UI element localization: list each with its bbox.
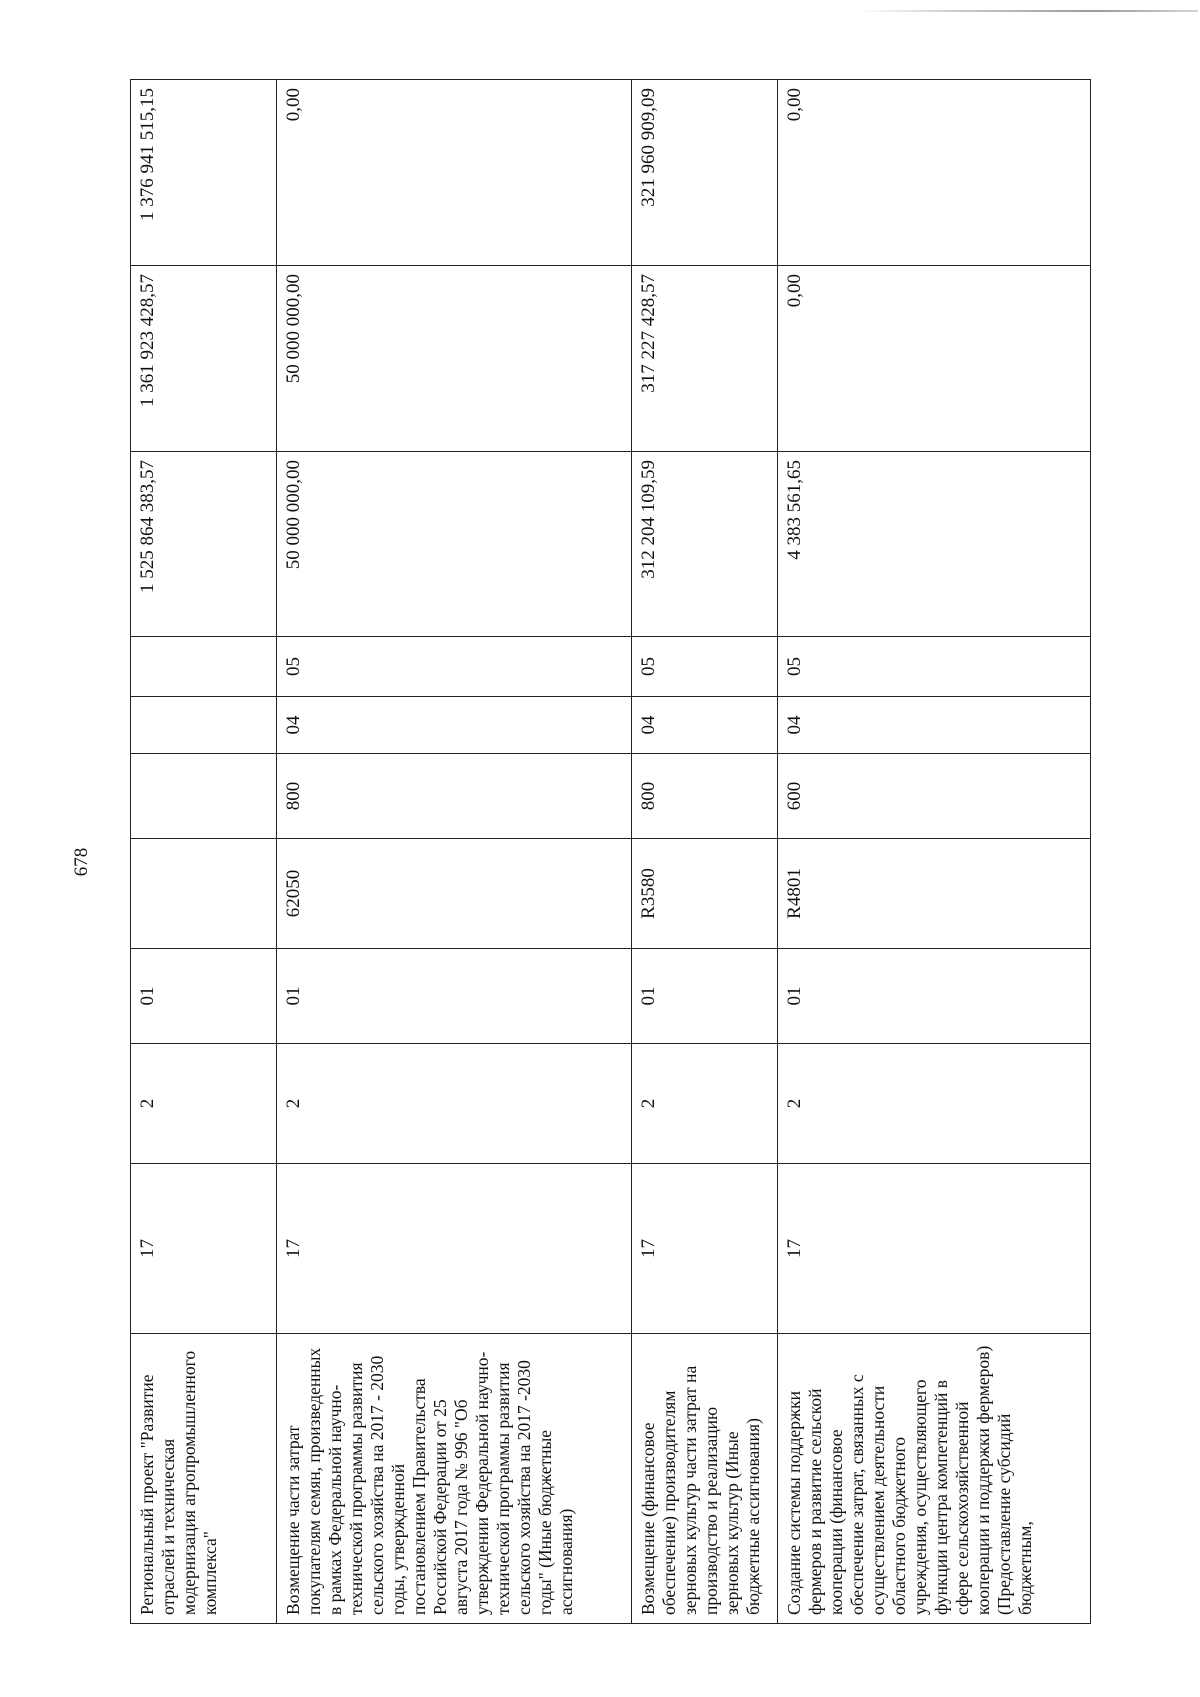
main-event-code: 01 <box>778 949 1091 1044</box>
expense-type-code: 800 <box>632 754 778 839</box>
section-code <box>131 697 277 754</box>
row-description: Возмещение (финансовое обеспечение) производителям зерновых культур части затрат на производство и реализацию зерновых культур (Иные бюджетные ассигнования) <box>632 1334 778 1624</box>
main-event-code: 01 <box>131 949 277 1044</box>
program-code: 17 <box>131 1164 277 1334</box>
amount-year-3: 1 376 941 515,15 <box>131 80 277 266</box>
rotated-table-container <box>130 80 1090 1624</box>
program-code: 17 <box>277 1164 632 1334</box>
subsection-code: 05 <box>778 637 1091 697</box>
program-code: 17 <box>632 1164 778 1334</box>
expense-type-code <box>131 754 277 839</box>
row-description: Региональный проект "Развитие отраслей и техническая модернизация агропромышленного комплекса" <box>131 1334 277 1624</box>
scan-artifact-line <box>858 10 1198 12</box>
row-description: Создание системы поддержки фермеров и развитие сельской кооперации (финансовое обеспечение затрат, связанных с осуществлением деятельности областного бюджетного учреждения, осуществляющего функции центра компетенций в сфере сельскохозяйственной кооперации и поддержки фермеров) (Предоставление субсидий бюджетным, <box>778 1334 1091 1624</box>
amount-year-1: 312 204 109,59 <box>632 452 778 637</box>
amount-year-2: 0,00 <box>778 266 1091 452</box>
page-number: 678 <box>71 847 92 877</box>
amount-year-1: 1 525 864 383,57 <box>131 452 277 637</box>
amount-year-1: 4 383 561,65 <box>778 452 1091 637</box>
table-row <box>632 80 778 1624</box>
amount-year-3: 321 960 909,09 <box>632 80 778 266</box>
budget-table <box>130 79 1091 1624</box>
program-code: 17 <box>778 1164 1091 1334</box>
table-row <box>277 80 632 1624</box>
row-description: Возмещение части затрат покупателям семян, произведенных в рамках Федеральной научно-технической программы развития сельского хозяйства на 2017 - 2030 годы, утвержденной постановлением Правительства Российской Федерации от 25 августа 2017 года № 996 "Об утверждении Федеральной научно-технической программы развития сельского хозяйства на 2017 -2030 годы" (Иные бюджетные ассигнования) <box>277 1334 632 1624</box>
direction-code: 62050 <box>277 839 632 949</box>
expense-type-code: 800 <box>277 754 632 839</box>
amount-year-3: 0,00 <box>277 80 632 266</box>
subsection-code: 05 <box>632 637 778 697</box>
section-code: 04 <box>632 697 778 754</box>
subsection-code: 05 <box>277 637 632 697</box>
direction-code: R4801 <box>778 839 1091 949</box>
main-event-code: 01 <box>632 949 778 1044</box>
amount-year-3: 0,00 <box>778 80 1091 266</box>
section-code: 04 <box>277 697 632 754</box>
subprogram-code: 2 <box>131 1044 277 1164</box>
direction-code: R3580 <box>632 839 778 949</box>
section-code: 04 <box>778 697 1091 754</box>
main-event-code: 01 <box>277 949 632 1044</box>
amount-year-2: 317 227 428,57 <box>632 266 778 452</box>
expense-type-code: 600 <box>778 754 1091 839</box>
table-row <box>778 80 1091 1624</box>
direction-code <box>131 839 277 949</box>
table-row <box>131 80 277 1624</box>
amount-year-1: 50 000 000,00 <box>277 452 632 637</box>
subprogram-code: 2 <box>778 1044 1091 1164</box>
subsection-code <box>131 637 277 697</box>
subprogram-code: 2 <box>277 1044 632 1164</box>
subprogram-code: 2 <box>632 1044 778 1164</box>
amount-year-2: 50 000 000,00 <box>277 266 632 452</box>
amount-year-2: 1 361 923 428,57 <box>131 266 277 452</box>
